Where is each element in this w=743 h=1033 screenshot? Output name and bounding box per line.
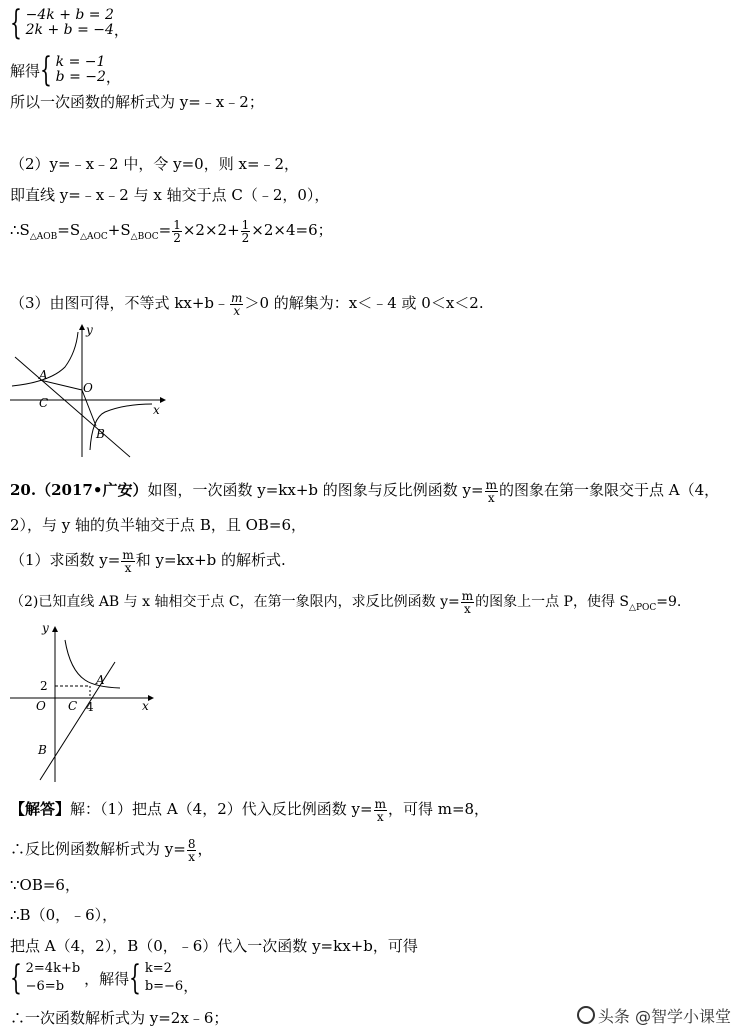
equation-row: 2=4k+b <box>25 961 81 976</box>
numerator: m <box>461 588 474 603</box>
watermark-text: 头条 @智学小课堂 <box>597 1007 731 1026</box>
q20-sub1 <box>10 546 286 574</box>
brace: { <box>10 3 22 43</box>
denominator: 2 <box>173 230 181 245</box>
label-C: C <box>68 699 78 713</box>
numerator: m <box>485 477 497 492</box>
equation-row: b = −2 <box>55 69 106 85</box>
punctuation: ， <box>183 977 199 995</box>
numerator: m <box>374 796 386 811</box>
question-source: （2017•广安） <box>36 481 148 499</box>
denominator: x <box>124 560 132 575</box>
denominator: x <box>188 849 196 864</box>
answer-line7: ∴一次函数解析式为 y=2x﹣6； <box>10 1009 229 1027</box>
q20-line1 <box>10 476 719 504</box>
hyperbola-branch <box>65 640 120 688</box>
subscript: △POC <box>629 602 657 613</box>
label-x: x <box>142 699 149 713</box>
equation-row: k = −1 <box>55 54 106 70</box>
subscript: △BOC <box>130 232 159 242</box>
equation-row: 2k + b = −4 <box>25 22 114 38</box>
label-y: y <box>86 323 93 337</box>
punctuation: ， <box>113 21 129 39</box>
label-C: C <box>39 396 49 410</box>
text: =S <box>57 221 81 239</box>
text: （1）求函数 y= <box>10 551 121 569</box>
label-B: B <box>96 427 105 441</box>
x-axis-arrow <box>160 397 166 403</box>
figure-1 <box>10 322 170 462</box>
toutiao-icon <box>577 1006 595 1024</box>
equation-system-1 <box>10 3 129 43</box>
answer-equation-system <box>10 960 198 996</box>
text: 解：（1）把点 A（4，2）代入反比例函数 y= <box>70 800 373 818</box>
fraction <box>461 590 474 615</box>
text: 如图，一次函数 y=kx+b 的图象与反比例函数 y= <box>147 481 484 499</box>
equation-row: −6=b <box>25 979 65 994</box>
answer-line3: ∵OB=6， <box>10 876 80 894</box>
fraction <box>374 798 387 823</box>
solution-prefix: 解得 <box>10 61 41 80</box>
text: （3）由图可得，不等式 kx+b﹣ <box>10 294 230 312</box>
punctuation: ， <box>105 68 121 86</box>
label-B: B <box>38 743 47 757</box>
line-kx-b <box>15 357 130 457</box>
numerator: 1 <box>173 217 181 232</box>
text: ∴S <box>10 221 30 239</box>
area-formula <box>10 216 333 251</box>
part2-line2: 即直线 y=﹣x﹣2 与 x 轴交于点 C（﹣2，0）， <box>10 186 330 204</box>
answer-line5: 把点 A（4，2），B（0，﹣6）代入一次函数 y=kx+b，可得 <box>10 937 418 955</box>
text: ，解得 <box>84 969 130 988</box>
x-axis-arrow <box>148 695 154 701</box>
text: ×2×2+ <box>182 221 240 239</box>
fraction <box>241 219 251 244</box>
equation-row: k=2 <box>144 961 172 976</box>
equation-row: −4k + b = 2 <box>25 7 114 23</box>
part2-line1: （2）y=﹣x﹣2 中，令 y=0，则 x=﹣2， <box>10 155 300 173</box>
brace: { <box>40 50 52 90</box>
q20-sub2 <box>10 588 681 622</box>
text: =9. <box>656 594 682 610</box>
numerator: 1 <box>241 217 250 232</box>
text: +S <box>107 221 131 239</box>
denominator: x <box>464 601 471 616</box>
label-y: y <box>42 621 49 635</box>
text: （2)已知直线 AB 与 x 轴相交于点 C，在第一象限内，求反比例函数 y= <box>10 594 460 610</box>
solution-system-1 <box>10 50 121 90</box>
answer-tag: 【解答】 <box>10 800 71 818</box>
denominator: x <box>376 809 384 824</box>
text: ＞0 的解集为：x＜﹣4 或 0＜x＜2. <box>244 294 484 312</box>
text: 和 y=kx+b 的解析式. <box>135 551 286 569</box>
label-O: O <box>36 699 46 713</box>
text: 的图象上一点 P，使得 S <box>475 594 630 610</box>
brace: { <box>129 958 142 998</box>
answer-line2 <box>10 835 212 863</box>
fraction <box>485 479 498 504</box>
label-A: A <box>39 368 48 382</box>
text: = <box>158 221 172 239</box>
fraction <box>121 549 134 574</box>
fraction <box>172 219 182 244</box>
y-axis-arrow <box>52 626 58 632</box>
figure-2 <box>10 620 170 785</box>
text: ， <box>197 840 213 858</box>
numerator: m <box>122 547 134 562</box>
denominator: 2 <box>241 230 250 245</box>
text: ∴反比例函数解析式为 y= <box>10 840 186 858</box>
equation-row: b=−6 <box>144 979 184 994</box>
text: 的图象在第一象限交于点 A（4， <box>498 481 720 499</box>
answer-line4: ∴B（0，﹣6）， <box>10 906 118 924</box>
label-O: O <box>83 381 93 395</box>
question-number: 20. <box>10 481 37 499</box>
brace: { <box>10 958 22 998</box>
label-4: 4 <box>86 700 94 714</box>
numerator: m <box>231 290 243 305</box>
denominator: x <box>233 303 241 318</box>
fraction <box>187 838 197 863</box>
label-A: A <box>96 673 105 687</box>
y-axis-arrow <box>79 324 85 330</box>
part3-line <box>10 288 484 318</box>
numerator: 8 <box>187 836 196 851</box>
subscript: △AOC <box>80 232 108 242</box>
segment-OB <box>82 390 96 426</box>
fraction <box>230 292 243 317</box>
denominator: x <box>487 490 495 505</box>
watermark <box>577 1004 731 1027</box>
answer-line1 <box>10 795 489 823</box>
label-x: x <box>153 403 160 417</box>
subscript: △AOB <box>29 232 58 242</box>
q20-line2: 2），与 y 轴的负半轴交于点 B，且 OB=6， <box>10 516 307 534</box>
conclusion-line: 所以一次函数的解析式为 y=﹣x﹣2； <box>10 93 264 111</box>
text: ，可得 m=8， <box>387 800 490 818</box>
label-2: 2 <box>40 679 48 693</box>
text: ×2×4=6； <box>251 221 333 239</box>
